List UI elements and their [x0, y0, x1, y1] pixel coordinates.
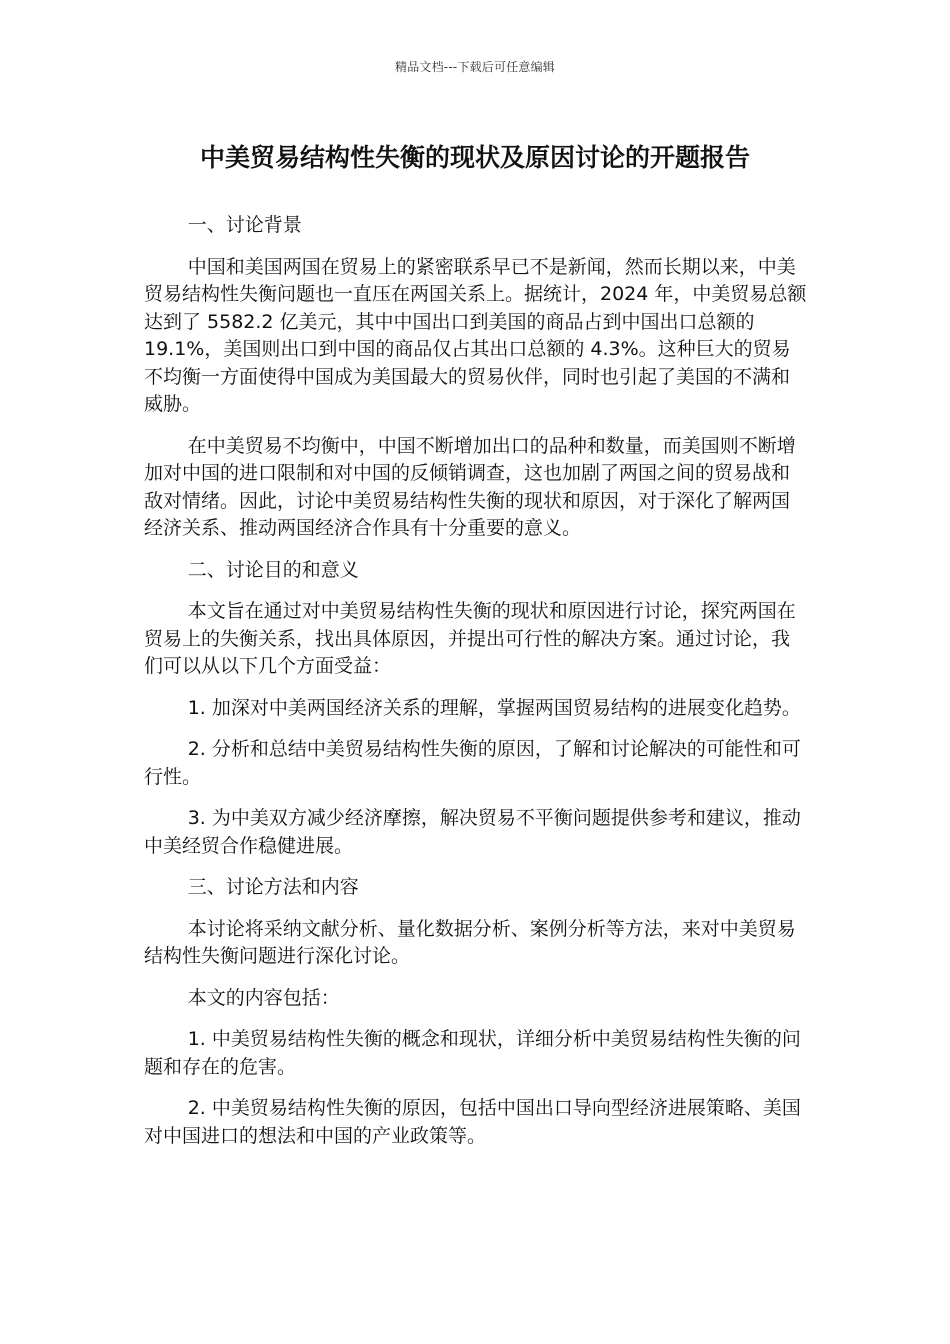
- list-item: 2. 中美贸易结构性失衡的原因，包括中国出口导向型经济进展策略、美国对中国进口的想法和中国的产业政策等。: [144, 1097, 801, 1147]
- list-item: 2. 分析和总结中美贸易结构性失衡的原因，了解和讨论解决的可能性和可行性。: [144, 738, 801, 788]
- section-heading-background: 一、讨论背景: [187, 214, 302, 236]
- list-item: 3. 为中美双方减少经济摩擦，解决贸易不平衡问题提供参考和建议，推动中美经贸合作稳健进展。: [144, 807, 801, 857]
- document-body: [144, 212, 808, 1164]
- section-heading-methods: 三、讨论方法和内容: [187, 876, 359, 898]
- list-item: 1. 中美贸易结构性失衡的概念和现状，详细分析中美贸易结构性失衡的问题和存在的危害。: [144, 1028, 801, 1078]
- paragraph: 本文的内容包括：: [187, 986, 340, 1009]
- header-note: 精品文档---下载后可任意编辑: [395, 60, 555, 74]
- paragraph: 本文旨在通过对中美贸易结构性失衡的现状和原因进行讨论，探究两国在贸易上的失衡关系，找出具体原因，并提出可行性的解决方案。通过讨论，我们可以从以下几个方面受益：: [144, 600, 796, 677]
- document-title: 中美贸易结构性失衡的现状及原因讨论的开题报告: [199, 143, 750, 172]
- paragraph: 中国和美国两国在贸易上的紧密联系早已不是新闻，然而长期以来，中美贸易结构性失衡问题也一直压在两国关系上。据统计，2024 年，中美贸易总额达到了 5582.2 亿美元，其中中国出口到美国的商品占到中国出口总额的 19.1%，美国则出口到中国的商品仅占其出口总额的 4.3%。这种巨大的贸易不均衡一方面使得中国成为美国最大的贸易伙伴，同时也引起了美国的不满和威胁。: [144, 255, 807, 415]
- paragraph: 在中美贸易不均衡中，中国不断增加出口的品种和数量，而美国则不断增加对中国的进口限制和对中国的反倾销调查，这也加剧了两国之间的贸易战和敌对情绪。因此，讨论中美贸易结构性失衡的现状和原因，对于深化了解两国经济关系、推动两国经济合作具有十分重要的意义。: [144, 434, 796, 539]
- paragraph: 本讨论将采纳文献分析、量化数据分析、案例分析等方法，来对中美贸易结构性失衡问题进行深化讨论。: [144, 917, 796, 967]
- list-item: 1. 加深对中美两国经济关系的理解，掌握两国贸易结构的进展变化趋势。: [187, 696, 801, 719]
- section-heading-purpose: 二、讨论目的和意义: [187, 558, 359, 581]
